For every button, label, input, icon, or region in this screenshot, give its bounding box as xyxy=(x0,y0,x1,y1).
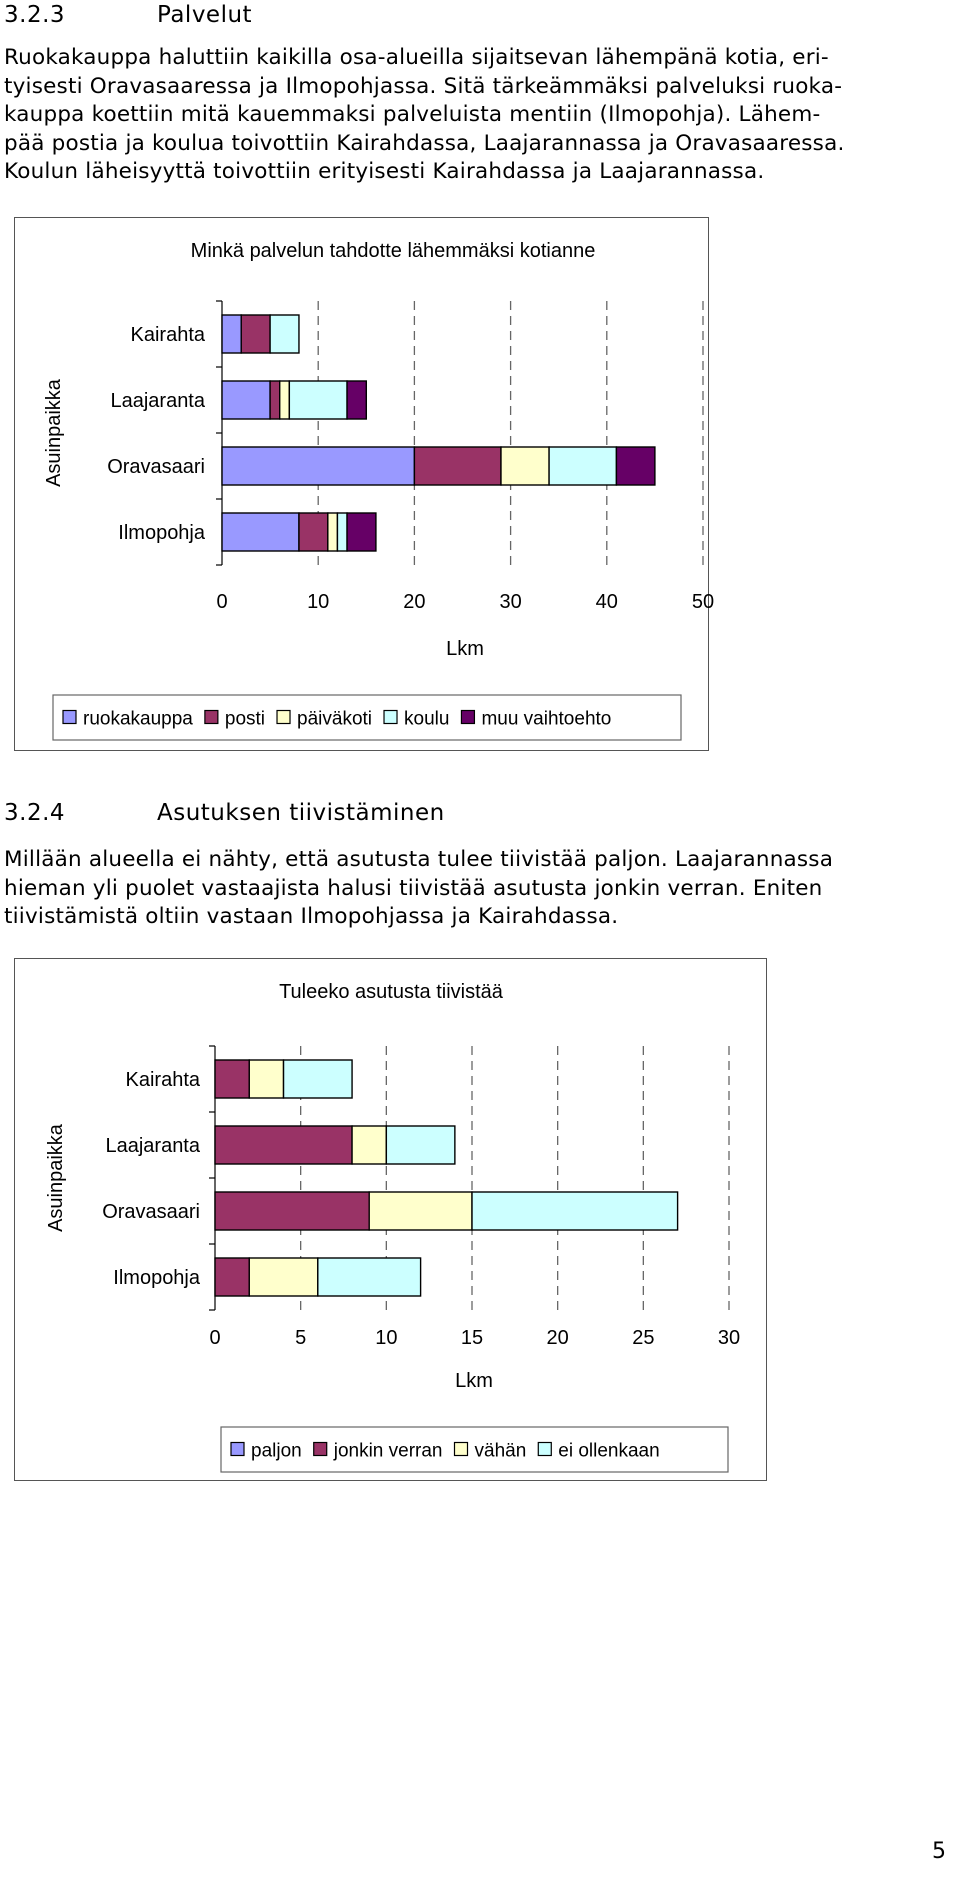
bar-segment xyxy=(289,381,347,419)
chart-palvelut-svg xyxy=(15,218,715,752)
legend-label: muu vaihtoehto xyxy=(481,708,612,730)
x-tick-label: 20 xyxy=(546,1327,569,1349)
bar-segment xyxy=(215,1126,352,1164)
bar-segment xyxy=(386,1126,455,1164)
category-label: Oravasaari xyxy=(102,1201,200,1223)
legend-swatch xyxy=(277,711,290,724)
bar-segment xyxy=(299,513,328,551)
x-tick-label: 50 xyxy=(691,591,715,613)
legend-swatch xyxy=(205,711,218,724)
section-heading-palvelut xyxy=(4,2,252,28)
paragraph-line: Ruokakauppa haluttiin kaikilla osa-alueilla sijaitsevan lähempänä kotia, eri- xyxy=(4,45,829,70)
bar-segment xyxy=(472,1192,678,1230)
bar-segment xyxy=(369,1192,472,1230)
x-axis-label: Lkm xyxy=(455,1370,493,1392)
legend-swatch xyxy=(538,1443,551,1456)
bar-segment xyxy=(616,447,654,485)
bar-segment xyxy=(222,381,270,419)
category-label: Oravasaari xyxy=(107,456,205,478)
x-tick-label: 10 xyxy=(375,1327,398,1349)
y-axis-label: Asuinpaikka xyxy=(43,379,65,487)
bar-segment xyxy=(249,1258,318,1296)
bar-segment xyxy=(215,1192,369,1230)
category-label: Kairahta xyxy=(130,324,205,346)
legend-label: posti xyxy=(224,708,266,730)
bar-segment xyxy=(270,315,299,353)
chart-title: Tuleeko asutusta tiivistää xyxy=(279,981,503,1003)
paragraph-palvelut xyxy=(4,44,944,187)
category-label: Laajaranta xyxy=(110,390,205,412)
bar-segment xyxy=(328,513,338,551)
section-number: 3.2.4 xyxy=(4,800,66,826)
bar-segment xyxy=(414,447,501,485)
legend-label: paljon xyxy=(251,1440,302,1462)
bar-segment xyxy=(501,447,549,485)
legend-label: ruokakauppa xyxy=(83,708,193,730)
bar-segment xyxy=(337,513,347,551)
paragraph-line: kauppa koettiin mitä kauemmaksi palveluista mentiin (Ilmopohja). Lähem- xyxy=(4,102,821,127)
bar-segment xyxy=(318,1258,421,1296)
bar-segment xyxy=(352,1126,386,1164)
x-tick-label: 15 xyxy=(460,1327,484,1349)
chart-tiivistaminen-svg xyxy=(15,959,768,1482)
category-label: Laajaranta xyxy=(105,1135,200,1157)
bar-segment xyxy=(222,513,299,551)
legend-swatch xyxy=(231,1443,244,1456)
legend-swatch xyxy=(314,1443,327,1456)
x-tick-label: 0 xyxy=(216,591,228,613)
category-label: Ilmopohja xyxy=(118,522,205,544)
bar-segment xyxy=(215,1060,249,1098)
legend-label: ei ollenkaan xyxy=(558,1440,660,1462)
x-tick-label: 30 xyxy=(499,591,522,613)
legend-label: koulu xyxy=(404,708,450,730)
x-tick-label: 20 xyxy=(403,591,426,613)
paragraph-line: Millään alueella ei nähty, että asutusta tulee tiivistää paljon. Laajarannassa xyxy=(4,847,834,872)
x-axis-label: Lkm xyxy=(446,638,484,660)
paragraph-asutus xyxy=(4,846,944,932)
paragraph-line: pää postia ja koulua toivottiin Kairahdassa, Laajarannassa ja Oravasaaressa. xyxy=(4,130,845,156)
section-title: Asutuksen tiivistäminen xyxy=(157,800,445,826)
category-label: Kairahta xyxy=(125,1069,200,1091)
x-tick-label: 5 xyxy=(295,1327,307,1349)
bar-segment xyxy=(270,381,280,419)
legend-swatch xyxy=(63,711,76,724)
bar-segment xyxy=(241,315,270,353)
bar-segment xyxy=(222,447,414,485)
paragraph-line: tiivistämistä oltiin vastaan Ilmopohjassa ja Kairahdassa. xyxy=(4,904,619,929)
legend-swatch xyxy=(384,711,397,724)
legend-label: vähän xyxy=(474,1440,527,1462)
bar-segment xyxy=(215,1258,249,1296)
bar-segment xyxy=(347,381,366,419)
x-tick-label: 0 xyxy=(209,1327,221,1349)
y-axis-label: Asuinpaikka xyxy=(45,1124,67,1232)
chart-title: Minkä palvelun tahdotte lähemmäksi kotianne xyxy=(190,240,596,262)
legend-label: jonkin verran xyxy=(333,1440,443,1462)
bar-segment xyxy=(284,1060,353,1098)
bar-segment xyxy=(222,315,241,353)
x-tick-label: 40 xyxy=(595,591,618,613)
page-number: 5 xyxy=(932,1839,946,1864)
chart-tiivistaminen xyxy=(14,958,767,1481)
paragraph-line: hieman yli puolet vastaajista halusi tiivistää asutusta jonkin verran. Eniten xyxy=(4,875,823,901)
legend-label: päiväkoti xyxy=(297,708,373,730)
category-label: Ilmopohja xyxy=(113,1267,200,1289)
section-number: 3.2.3 xyxy=(4,2,66,28)
bar-segment xyxy=(249,1060,283,1098)
bar-segment xyxy=(280,381,290,419)
section-title: Palvelut xyxy=(157,2,253,28)
x-tick-label: 30 xyxy=(717,1327,741,1349)
bar-segment xyxy=(347,513,376,551)
x-tick-label: 10 xyxy=(307,591,330,613)
chart-palvelut xyxy=(14,217,715,751)
paragraph-line: tyisesti Oravasaaressa ja Ilmopohjassa. Sitä tärkeämmäksi palveluksi ruoka- xyxy=(4,73,843,99)
legend-swatch xyxy=(461,711,474,724)
legend-swatch xyxy=(455,1443,468,1456)
bar-segment xyxy=(549,447,616,485)
x-tick-label: 25 xyxy=(632,1327,655,1349)
paragraph-line: Koulun läheisyyttä toivottiin erityisesti Kairahdassa ja Laajarannassa. xyxy=(4,159,765,184)
section-heading-asutus xyxy=(4,800,445,826)
